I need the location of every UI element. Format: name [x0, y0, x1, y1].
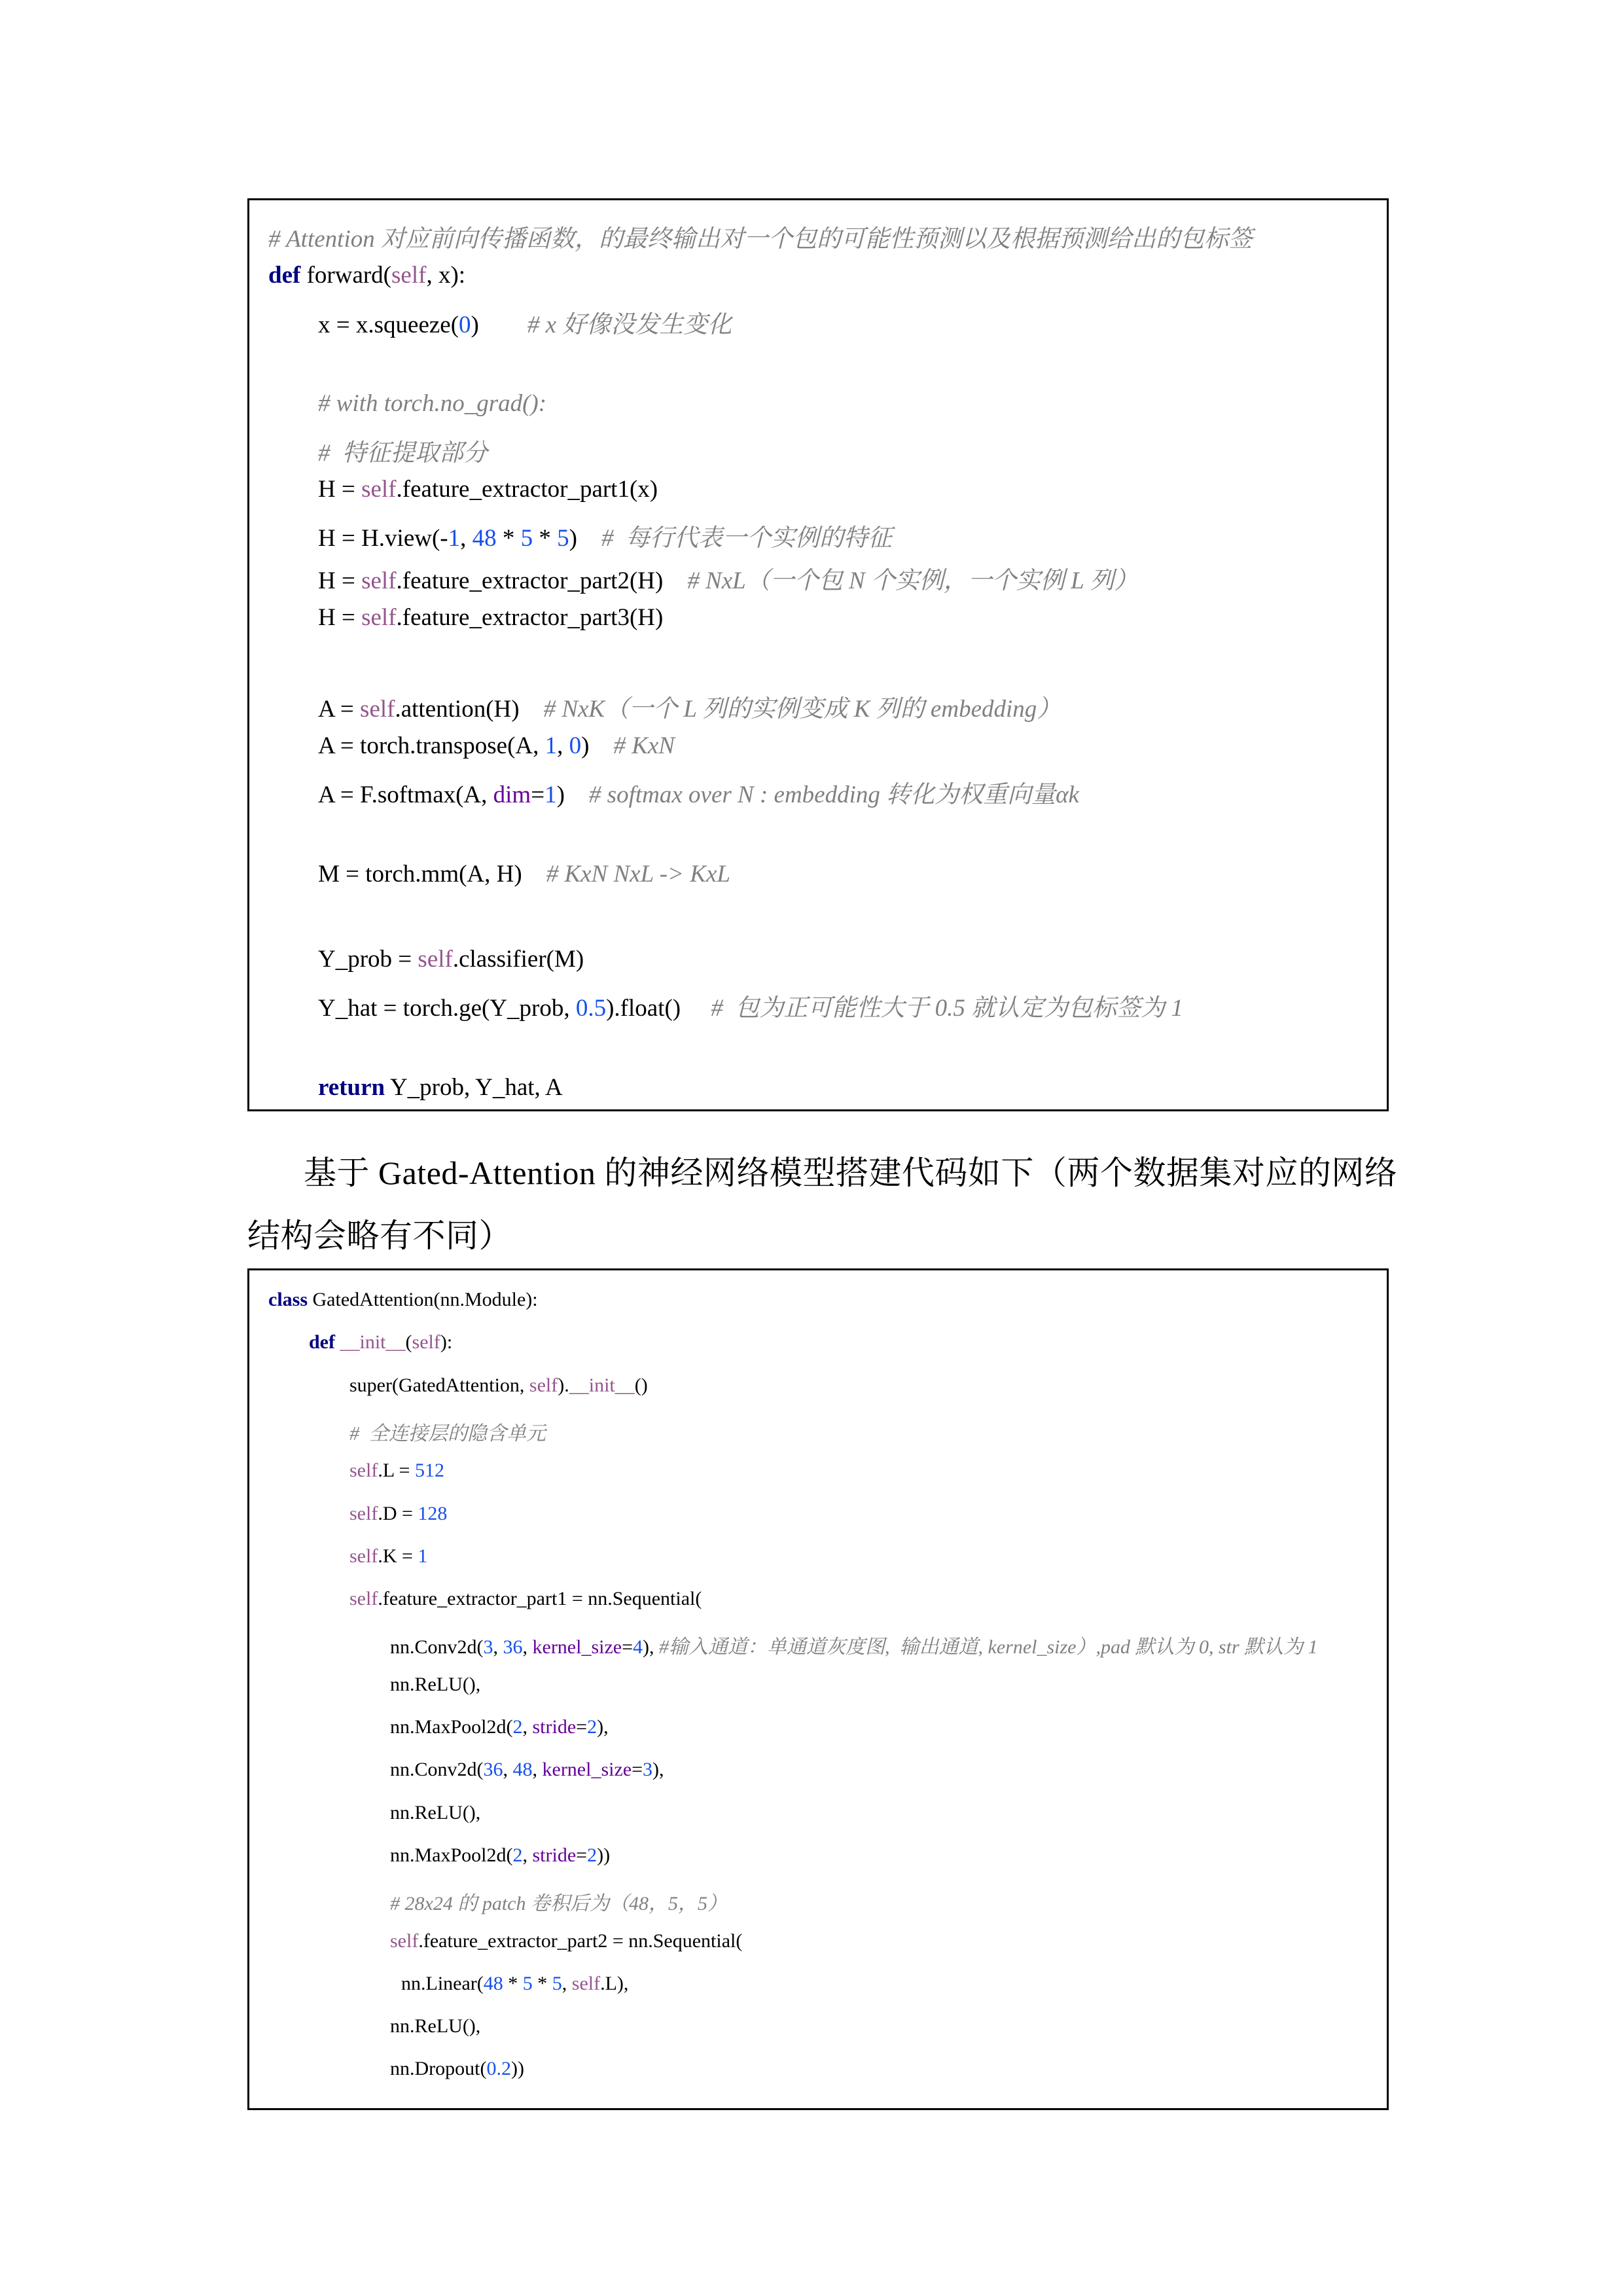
code-token: ),	[643, 1636, 660, 1659]
code-token: nn.Linear(	[401, 1972, 484, 1994]
code-line	[318, 389, 546, 418]
code-token: # 包为正可能性大于 0.5 就认定为包标签为 1	[711, 995, 1183, 1022]
code-token: nn.Conv2d(	[390, 1636, 484, 1659]
code-token: nn.MaxPool2d(	[390, 1716, 513, 1738]
code-block-attention-forward	[247, 198, 1389, 1111]
code-line	[390, 1844, 610, 1867]
code-token: self	[360, 696, 395, 723]
code-token: =	[531, 781, 545, 808]
code-token: self	[361, 567, 397, 595]
code-token: 512	[414, 1460, 444, 1482]
code-token: 1	[448, 525, 461, 552]
code-token: self	[571, 1972, 601, 1994]
code-token: kernel_size	[542, 1759, 632, 1781]
code-token: 5	[552, 1972, 562, 1994]
code-line	[318, 988, 1183, 1023]
code-token: self	[529, 1374, 558, 1396]
code-token: 0	[459, 311, 471, 338]
code-token: .feature_extractor_part2 = nn.Sequential(	[418, 1929, 743, 1952]
code-token: return	[318, 1074, 385, 1101]
code-token: stride	[532, 1716, 577, 1738]
code-token: 4	[633, 1636, 643, 1659]
code-token: # KxN NxL -> KxL	[546, 860, 730, 888]
code-line	[349, 1503, 447, 1525]
code-token: ,	[493, 1636, 503, 1659]
code-token: A =	[318, 696, 361, 723]
code-token: *	[503, 1972, 523, 1994]
code-token: ):	[440, 1331, 453, 1354]
code-token: 1	[544, 781, 557, 808]
code-token: x = x.squeeze(	[318, 311, 459, 338]
code-token: ),	[597, 1716, 609, 1738]
code-line	[390, 2058, 524, 2080]
code-token: .feature_extractor_part1(x)	[396, 475, 658, 503]
code-token: self	[391, 262, 427, 289]
code-line	[390, 1802, 480, 1824]
code-line	[268, 219, 1253, 254]
code-token: H = H.view(-	[318, 525, 448, 552]
code-token: .L),	[600, 1972, 629, 1994]
code-token: nn.ReLU(),	[390, 1673, 481, 1695]
code-token: .feature_extractor_part2(H)	[396, 567, 688, 595]
code-line	[318, 732, 675, 760]
code-token: =	[632, 1759, 643, 1781]
code-token: (	[405, 1331, 412, 1354]
code-token: =	[576, 1716, 588, 1738]
code-token: ,	[522, 1716, 533, 1738]
code-token: # 全连接层的隐含单元	[349, 1422, 546, 1444]
code-token: ,	[557, 732, 569, 759]
code-token: .D =	[378, 1502, 418, 1524]
code-token: self	[412, 1331, 440, 1354]
code-token: 0.5	[575, 995, 607, 1022]
code-line	[309, 1331, 452, 1354]
code-line	[318, 603, 663, 632]
code-token: *	[496, 525, 521, 552]
code-token: 0	[569, 732, 582, 759]
code-token: 48	[472, 525, 497, 552]
code-line	[349, 1374, 648, 1397]
code-token: self	[349, 1545, 378, 1567]
code-token: # NxK（一个 L 列的实例变成 K 列的 embedding）	[543, 696, 1061, 723]
code-line	[268, 1289, 538, 1311]
code-token: ))	[510, 2058, 524, 2080]
code-token: 1	[418, 1545, 428, 1567]
code-token: *	[533, 525, 558, 552]
paragraph-line-1: 基于 Gated-Attention 的神经网络模型搭建代码如下（两个数据集对应的网络	[304, 1155, 1398, 1191]
code-token: self	[349, 1588, 378, 1610]
code-token: # softmax over N : embedding 转化为权重向量αk	[588, 781, 1079, 808]
code-line	[349, 1460, 444, 1482]
code-token: nn.ReLU(),	[390, 1801, 481, 1823]
code-line	[349, 1545, 427, 1568]
code-token: 2	[587, 1844, 597, 1866]
code-token: __init__	[569, 1374, 635, 1396]
code-token: 2	[587, 1716, 597, 1738]
code-token: .L =	[378, 1460, 415, 1482]
code-token: class	[268, 1289, 308, 1310]
code-token: nn.ReLU(),	[390, 2015, 481, 2037]
code-token: self	[361, 603, 397, 631]
code-token: self	[349, 1460, 378, 1482]
code-line	[390, 1630, 1318, 1659]
code-token: ,	[532, 1759, 543, 1781]
code-token: )	[581, 732, 614, 759]
code-line	[318, 518, 892, 553]
code-token: 128	[418, 1502, 448, 1524]
code-line	[318, 1073, 563, 1102]
code-token: ,	[522, 1636, 533, 1659]
code-token: # Attention 对应前向传播函数，的最终输出对一个包的可能性预测以及根据预测给出的包标签	[268, 226, 1253, 253]
code-token: ))	[597, 1844, 611, 1866]
code-token: .classifier(M)	[452, 946, 584, 973]
code-token: 0.2	[486, 2058, 511, 2080]
code-token: 2	[512, 1844, 523, 1866]
code-token: ,	[522, 1844, 533, 1866]
code-token: 48	[483, 1972, 503, 1994]
code-token: 3	[483, 1636, 493, 1659]
code-token: self	[361, 475, 397, 503]
code-token: self	[349, 1502, 378, 1524]
code-token: kernel_size	[532, 1636, 622, 1659]
code-token: __init__	[340, 1331, 406, 1354]
code-token: #输入通道：单通道灰度图, 输出通道, kernel_size）,pad 默认为 0, str 默认为 1	[659, 1636, 1318, 1659]
code-token: ,	[562, 1972, 572, 1994]
code-token: stride	[532, 1844, 577, 1866]
code-token: .feature_extractor_part1 = nn.Sequential(	[378, 1588, 702, 1610]
code-token: # NxL（一个包 N 个实例，一个实例 L 列）	[687, 567, 1139, 595]
code-line	[318, 560, 1138, 596]
code-token: )	[471, 311, 527, 338]
code-token: ).	[558, 1374, 569, 1396]
code-block-gated-attention	[247, 1268, 1389, 2110]
code-line	[318, 945, 584, 973]
code-token: dim	[493, 781, 531, 808]
code-line	[349, 1417, 546, 1446]
code-token: 3	[643, 1759, 653, 1781]
code-token: 48	[512, 1759, 533, 1781]
code-token: ()	[634, 1374, 648, 1396]
code-token: self	[390, 1929, 419, 1952]
code-line	[390, 2015, 480, 2037]
code-line	[390, 1759, 664, 1781]
code-token: H =	[318, 603, 362, 631]
code-token: M = torch.mm(A, H)	[318, 860, 546, 888]
code-token: Y_prob =	[318, 946, 418, 973]
code-token: nn.Conv2d(	[390, 1759, 484, 1781]
code-token: super(GatedAttention,	[349, 1374, 529, 1396]
code-line	[390, 1887, 727, 1916]
code-token: 5	[520, 525, 533, 552]
code-token: ),	[652, 1759, 664, 1781]
code-token: H =	[318, 475, 362, 503]
code-token: Y_hat = torch.ge(Y_prob,	[318, 995, 576, 1022]
code-line	[318, 475, 658, 503]
code-token: # KxN	[613, 732, 675, 759]
code-token: # 每行代表一个实例的特征	[601, 525, 892, 552]
code-token: .K =	[378, 1545, 418, 1567]
code-token: 5	[557, 525, 569, 552]
code-token: # x 好像没发生变化	[527, 311, 732, 338]
code-line	[349, 1588, 702, 1610]
code-line	[401, 1973, 628, 1995]
code-line	[268, 261, 465, 289]
code-token: 1	[544, 732, 558, 759]
code-line	[318, 304, 732, 340]
code-token: def	[309, 1331, 335, 1354]
code-line	[390, 1716, 609, 1738]
code-token: =	[622, 1636, 633, 1659]
code-line	[390, 1930, 742, 1952]
code-line	[390, 1674, 480, 1696]
code-token: ,	[460, 525, 473, 552]
code-line	[318, 860, 730, 888]
code-token: ).float()	[606, 995, 711, 1022]
code-token: 2	[512, 1716, 523, 1738]
code-token: , x):	[426, 262, 466, 289]
code-token: H =	[318, 567, 362, 595]
code-token: *	[532, 1972, 552, 1994]
code-token: A = torch.transpose(A,	[318, 732, 545, 759]
code-token: self	[418, 946, 453, 973]
code-token: 36	[503, 1636, 523, 1659]
code-token: )	[556, 781, 589, 808]
code-token: .attention(H)	[395, 696, 544, 723]
code-token: ,	[503, 1759, 513, 1781]
code-token: Y_prob, Y_hat, A	[385, 1074, 563, 1101]
code-token: nn.MaxPool2d(	[390, 1844, 513, 1866]
code-token: =	[576, 1844, 588, 1866]
code-token: A = F.softmax(A,	[318, 781, 493, 808]
code-line	[318, 774, 1079, 810]
paragraph-line-2: 结构会略有不同）	[247, 1217, 512, 1254]
code-token: .feature_extractor_part3(H)	[396, 603, 664, 631]
code-token: GatedAttention(nn.Module):	[308, 1289, 538, 1310]
code-token: )	[569, 525, 601, 552]
code-token: # 特征提取部分	[318, 439, 488, 467]
code-token: forward(	[300, 262, 392, 289]
code-token: 5	[522, 1972, 533, 1994]
code-token: nn.Dropout(	[390, 2058, 487, 2080]
code-token: # 28x24 的 patch 卷积后为（48，5，5）	[390, 1893, 727, 1915]
code-token: # with torch.no_grad():	[318, 390, 547, 418]
code-line	[318, 433, 488, 468]
code-token	[335, 1331, 340, 1353]
code-token: def	[268, 262, 301, 289]
code-line	[318, 689, 1061, 724]
code-token: 36	[483, 1759, 503, 1781]
